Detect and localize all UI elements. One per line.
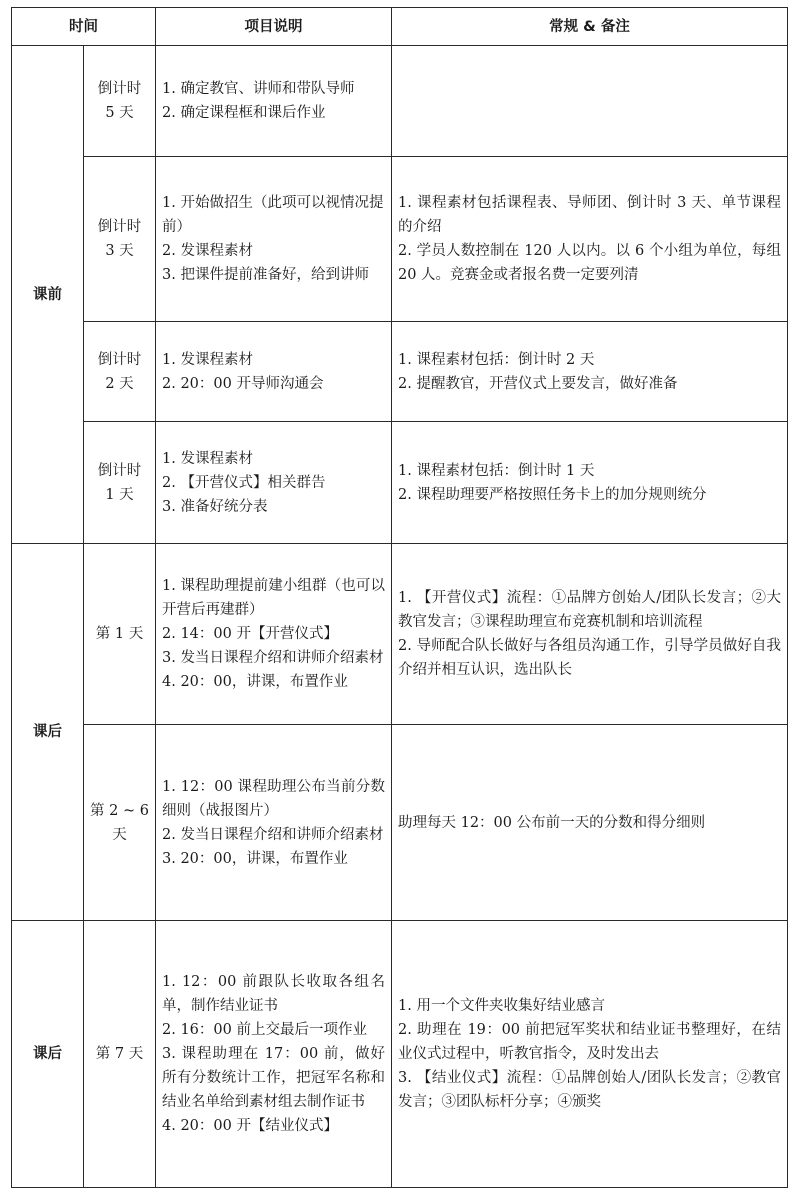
- phase-label-after: 课后: [12, 544, 84, 921]
- notes-cell: 1. 课程素材包括课程表、导师团、倒计时 3 天、单节课程的介绍 2. 学员人数控制在 120 人以内。以 6 个小组为单位，每组 20 人。竞赛金或者报名费一定要列清: [392, 157, 788, 322]
- table-row: [12, 725, 788, 921]
- time-cell: 倒计时 3 天: [84, 157, 156, 322]
- project-cell: 1. 开始做招生（此项可以视情况提前） 2. 发课程素材 3. 把课件提前准备好，给到讲师: [156, 157, 392, 322]
- project-cell: 1. 发课程素材 2. 【开营仪式】相关群告 3. 准备好统分表: [156, 422, 392, 544]
- project-cell: 1. 12：00 课程助理公布当前分数细则（战报图片） 2. 发当日课程介绍和讲师介绍素材 3. 20：00，讲课，布置作业: [156, 725, 392, 921]
- project-cell: 1. 确定教官、讲师和带队导师 2. 确定课程框和课后作业: [156, 46, 392, 157]
- project-cell: 1. 发课程素材 2. 20：00 开导师沟通会: [156, 322, 392, 422]
- time-cell: 倒计时 2 天: [84, 322, 156, 422]
- header-project: 项目说明: [156, 8, 392, 46]
- notes-cell: 1. 课程素材包括：倒计时 2 天 2. 提醒教官，开营仪式上要发言，做好准备: [392, 322, 788, 422]
- time-cell: 倒计时 5 天: [84, 46, 156, 157]
- project-cell: 1. 12：00 前跟队长收取各组名单，制作结业证书 2. 16：00 前上交最后一项作业 3. 课程助理在 17：00 前，做好所有分数统计工作，把冠军名称和结业名单给到素材组去制作证书 4. 20：00 开【结业仪式】: [156, 921, 392, 1188]
- header-notes: 常规 & 备注: [392, 8, 788, 46]
- table-row: [12, 322, 788, 422]
- phase-label-after-2: 课后: [12, 921, 84, 1188]
- time-cell: 第 7 天: [84, 921, 156, 1188]
- notes-cell: [392, 46, 788, 157]
- project-cell: 1. 课程助理提前建小组群（也可以开营后再建群） 2. 14：00 开【开营仪式】 3. 发当日课程介绍和讲师介绍素材 4. 20：00，讲课，布置作业: [156, 544, 392, 725]
- time-cell: 倒计时 1 天: [84, 422, 156, 544]
- schedule-table: [11, 7, 788, 1188]
- table-row: [12, 921, 788, 1188]
- time-cell: 第 1 天: [84, 544, 156, 725]
- table-row: [12, 422, 788, 544]
- notes-cell: 助理每天 12：00 公布前一天的分数和得分细则: [392, 725, 788, 921]
- header-row: [12, 8, 788, 46]
- table-row: [12, 544, 788, 725]
- phase-label-before: 课前: [12, 46, 84, 544]
- header-time: 时间: [12, 8, 156, 46]
- notes-cell: 1. 用一个文件夹收集好结业感言 2. 助理在 19：00 前把冠军奖状和结业证书整理好，在结业仪式过程中，听教官指令，及时发出去 3. 【结业仪式】流程：①品牌创始人/团队长发言；②教官发言；③团队标杆分享；④颁奖: [392, 921, 788, 1188]
- table-row: [12, 46, 788, 157]
- notes-cell: 1. 课程素材包括：倒计时 1 天 2. 课程助理要严格按照任务卡上的加分规则统分: [392, 422, 788, 544]
- time-cell: 第 2 ~ 6 天: [84, 725, 156, 921]
- table-row: [12, 157, 788, 322]
- notes-cell: 1. 【开营仪式】流程：①品牌方创始人/团队长发言；②大教官发言；③课程助理宣布竞赛机制和培训流程 2. 导师配合队长做好与各组员沟通工作，引导学员做好自我介绍并相互认识，选出队长: [392, 544, 788, 725]
